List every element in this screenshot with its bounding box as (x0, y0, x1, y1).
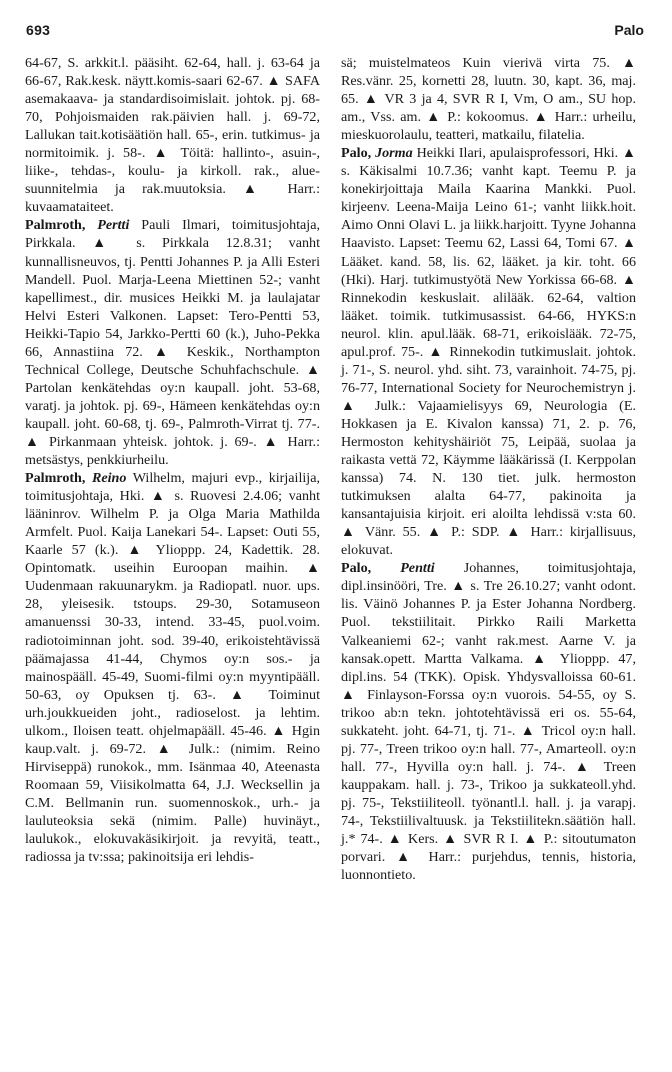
continued-entry-text: sä; muistelmateos Kuin vierivä virta 75. ▲ Res.vänr. 25, kornetti 28, luutn. 30, kapt. 36, maj. 65. ▲ VR 3 ja 4, SVR R I, Vm, O am., SU hop. am., Vss. am. ▲ P.: kokoomus. ▲ Harr.: urheilu, mieskuorolaulu, teatteri, matkailu, filatelia. (341, 55, 636, 144)
continued-entry-text: 64-67, S. arkkit.l. pääsiht. 62-64, hall. j. 63-64 ja 66-67, Rak.kesk. näytt.komis-saari 62-67. ▲ SAFA asemakaava- ja standardisoimislait. johtok. pj. 68-70, Pohjoismaiden rak.päivien hall. j. 69-72, Lallukan tait.kotisäätiön hall. 65-, erin. tutkimus- ja normitoimik. j. 58-. ▲ Töitä: hallinto-, asuin-, liike-, tehdas-, koulu- ja kirkoll. rak., alue-suunnitelmia ja rak.muutoksia. ▲ Harr.: kuvaamataiteet. (25, 55, 320, 216)
entry-surname: Palmroth, (25, 470, 86, 487)
entry-body: Wilhelm, majuri evp., kirjailija, toimitusjohtaja, Hki. ▲ s. Ruovesi 2.4.06; vanht lääninrov. Wilhelm P. ja Olga Maria Mathilda Armfelt. Puol. Kaija Lanekari 54-. Lapset: Outi 55, Kaarle 57 (k.). ▲ Ylioppp. 24, Kadettik. 28. Opintomatk. useihin Euroopan maihin. ▲ Uudenmaan rakuunarykm. ja Radiopatl. nuor. ups. 28, yleisesik. tstoups. 29-30, Sotamuseon amanuenssi 30-33, intend. 33-45, puol.voim. radiotoiminnan joht. sod. 39-40, erikoistehtävissä päämajassa 41-44, Chymos oy:n sos.- ja mainospääll. 45-49, Suomi-filmi oy:n myyntipääll. 50-63, oy Opuksen tj. 63-. ▲ Toiminut urh.joukkueiden joht., radioselost. ja lehtim. ulkom., Iloisen teatt. ohjelmapääll. 45-46. ▲ Hgin kaup.valt. j. 69-72. ▲ Julk.: (nimim. Reino Hirviseppä) runokok., mm. Isänmaa 40, Ateenasta Roomaan 59, Viisikolmatta 64, J.J. Wecksellin ja C.M. Bellmanin run. suomennoskok., urh.- ja lauluteoksia sekä (nimim. Palle) huvinäyt., laulukok., elokuvakäsikirjoit. ja revyitä, teatt., radiossa ja tv:ssa; pakinoitsija eri lehdis- (25, 470, 320, 866)
entry-surname: Palo, (341, 145, 372, 162)
right-column (341, 54, 636, 884)
entry-surname: Palo, (341, 560, 372, 577)
entry-given-name: Pertti (97, 217, 130, 234)
left-column (25, 54, 320, 866)
running-head: Palo (614, 22, 644, 38)
entry-body: Johannes, toimitusjohtaja, dipl.insinööri, Tre. ▲ s. Tre 26.10.27; vanht odont. lis. Väinö Johannes P. ja Ester Johanna Nordberg. Puol. tekstiilitait. Pirkko Raili Marketta Valkeaniemi 62-; vanht rak.mest. Aarne V. ja kansak.opett. Martta Valkama. ▲ Ylioppp. 47, dipl.ins. 54 (TKK). Opisk. Yhdysvalloissa 60-61. ▲ Finlayson-Forssa oy:n vuorois. 54-55, oy S. trikoo ab:n tekn. johtotehtävissä eri os. 55-64, sukkateht. joht. 64-71, tj. 71-. ▲ Tricol oy:n hall. pj. 77-, Treen trikoo oy:n hall. 77-, Amarteoll. oy:n hall. 77-, Hyvilla oy:n hall. j. 74-. ▲ Treen kauppakam. hall. j. 73-, Trikoo ja sukkateoll.yhd. pj. 75-, Tekstiiliteoll. työnantl.l. hall. j. ja varapj. 74-, Tekstiilivaltuusk. ja Tekstiilitekn.säätiön hall. j.* 74-. ▲ Kers. ▲ SVR R I. ▲ P.: sitoutumaton porvari. ▲ Harr.: purjehdus, tennis, historia, luonnontieto. (341, 560, 637, 884)
page-number: 693 (26, 22, 51, 38)
entry-palmroth-pertti (25, 216, 320, 469)
entry-given-name: Pentti (400, 560, 435, 577)
entry-palo-jorma (341, 144, 636, 559)
entry-body: Pauli Ilmari, toimitusjohtaja, Pirkkala. ▲ s. Pirkkala 12.8.31; vanht kunnallisneuvos, tj. Pentti Johannes P. ja Alli Esteri Mandell. Puol. Marja-Leena Miettinen 52-; vanht kapellimest., dir. musices Heikki M. ja laulajatar Helvi Esteri Valkonen. Lapset: Tero-Pentti 53, Heikki-Tapio 54, Jarkko-Pertti 60 (k.), Juho-Pekka 66, Annastiina 72. ▲ Keskik., Northampton Technical College, Deutsche Schuhfachschule. ▲ Partolan kenkätehdas oy:n kaupall. joht. 53-68, varatj. ja johtok. pj. 69-, Hämeen kenkätehdas oy:n kaupall. joht. 60-68, tj. 69-, Palmroth-Virrat tj. 77-. ▲ Pirkanmaan yhteisk. johtok. j. 69-. ▲ Harr.: metsästys, penkkiurheilu. (25, 217, 320, 469)
entry-palmroth-reino (25, 469, 320, 866)
entry-given-name: Jorma (375, 145, 413, 162)
entry-surname: Palmroth, (25, 217, 86, 234)
entry-body: Heikki Ilari, apulaisprofessori, Hki. ▲ s. Käkisalmi 10.7.36; vanht kapt. Teemu P. ja konekirjoittaja Maila Kaarina Mankki. Puol. kirjeenv. Leena-Maija Leino 61-; vanht liikk.hoit. Aimo Onni Olavi L. ja liikk.harjoitt. Tyyne Johanna Haavisto. Lapset: Teemu 62, Lassi 64, Tomi 67. ▲ Lääket. kand. 58, lis. 62, lääket. ja kir. toht. 66 (Hki). Harj. tutkimustyötä New Yorkissa 66-68. ▲ Rinnekodin keskuslait. alilääk. 62-64, valtion lääket. toimik. tutkimusassist. 64-66, HYKS:n neurol. klin. apul.lääk. 68-71, erikoislääk. 72-75, apul.prof. 75-. ▲ Rinnekodin tutkimuslait. johtok. j. 71-, S. neurol. yhd. siht. 73, varainhoit. 74-75, pj. 76-77, International Society for Neurochemistryn j. ▲ Julk.: Vajaamielisyys 69, Neurologia (E. Hokkasen ja E. Kivalon kanssa) 71, 2. p. 76, Hermoston kehityshäiriöt 75, Leipää, suolaa ja raikasta vettä 72, Käymme lääkärissä (I. Kerppolan kanssa) 74. N. 130 tiet. julk. hermoston tutkimuksen alalta 64-77, pakinoita ja kansantajuisia kirjoit. eri aloilta lehdissä v:sta 60. ▲ Vänr. 55. ▲ P.: SDP. ▲ Harr.: kirjallisuus, elokuvat. (341, 145, 637, 559)
entry-palo-pentti (341, 559, 636, 884)
entry-given-name: Reino (91, 470, 127, 487)
